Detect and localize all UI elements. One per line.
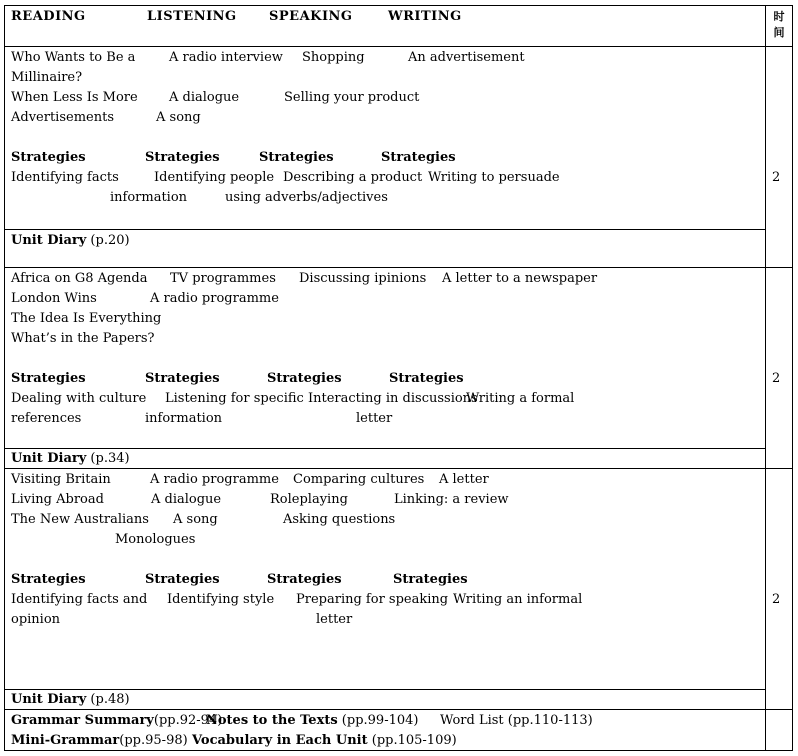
- unit1-reading-1b: Millinaire?: [11, 70, 83, 85]
- header-speaking: SPEAKING: [269, 9, 353, 24]
- grammar-summary-label: Grammar Summary: [11, 713, 154, 728]
- unit1-diary-label: Unit Diary: [11, 233, 87, 248]
- mini-grammar-label: Mini-Grammar: [11, 733, 120, 748]
- unit1-strategy-speaking-2: using adverbs/adjectives: [225, 190, 388, 205]
- unit3-strategy-listening-1: Identifying style: [167, 592, 275, 607]
- unit2-strategies-speaking: Strategies: [267, 371, 342, 386]
- unit2-strategy-reading-1: Dealing with culture: [11, 391, 147, 406]
- unit1-speaking-1: Shopping: [302, 50, 365, 65]
- unit3-strategy-speaking-1: Preparing for speaking: [296, 592, 449, 607]
- unit2-time: 2: [772, 371, 781, 386]
- unit2-strategy-listening-1: Listening for specific: [165, 391, 304, 406]
- unit2-listening-2: A radio programme: [150, 291, 279, 306]
- unit2-strategies-writing: Strategies: [389, 371, 464, 386]
- unit1-reading-2: When Less Is More: [11, 90, 138, 105]
- unit3-reading-2: Living Abroad: [11, 492, 104, 507]
- unit3-listening-3: A song: [173, 512, 218, 527]
- row-divider-unit1-diary: [4, 229, 765, 230]
- unit3-diary: [11, 690, 130, 710]
- unit1-writing-1: An advertisement: [408, 50, 525, 65]
- word-list: Word List (pp.110-113): [440, 713, 593, 728]
- unit2-strategy-listening-2: information: [145, 411, 223, 426]
- table-border-top: [4, 5, 793, 6]
- unit1-strategies-writing: Strategies: [381, 150, 456, 165]
- vocabulary-pages: (pp.105-109): [367, 733, 457, 748]
- unit1-reading-1: Who Wants to Be a: [11, 50, 136, 65]
- unit3-strategies-listening: Strategies: [145, 572, 220, 587]
- column-divider-time: [765, 5, 766, 751]
- unit2-diary-label: Unit Diary: [11, 451, 87, 466]
- vocabulary-in-unit: [192, 731, 457, 751]
- unit3-speaking-1: Comparing cultures: [293, 472, 425, 487]
- unit2-diary: [11, 449, 130, 469]
- unit1-strategy-speaking-1: Describing a product: [283, 170, 423, 185]
- unit3-reading-3: The New Australians: [11, 512, 149, 527]
- unit3-listening-1: A radio programme: [150, 472, 279, 487]
- unit1-strategies-reading: Strategies: [11, 150, 86, 165]
- unit2-writing-1: A letter to a newspaper: [442, 271, 598, 286]
- unit1-strategy-listening-1: Identifying people: [154, 170, 275, 185]
- unit1-listening-3: A song: [156, 110, 201, 125]
- unit3-writing-1: A letter: [439, 472, 489, 487]
- header-time-char2: 间: [773, 26, 785, 39]
- row-divider-unit1: [4, 267, 793, 268]
- unit1-diary: [11, 231, 130, 251]
- unit3-diary-label: Unit Diary: [11, 692, 87, 707]
- unit2-diary-page: (p.34): [86, 451, 130, 466]
- unit2-strategies-listening: Strategies: [145, 371, 220, 386]
- unit2-listening-1: TV programmes: [170, 271, 276, 286]
- unit3-strategies-reading: Strategies: [11, 572, 86, 587]
- unit3-listening-2: A dialogue: [151, 492, 222, 507]
- unit2-strategy-writing-2: letter: [356, 411, 393, 426]
- unit1-listening-1: A radio interview: [169, 50, 283, 65]
- unit1-strategies-listening: Strategies: [145, 150, 220, 165]
- unit3-strategy-reading-2: opinion: [11, 612, 61, 627]
- unit2-speaking-1: Discussing ipinions: [299, 271, 427, 286]
- unit2-reading-1: Africa on G8 Agenda: [11, 271, 148, 286]
- unit1-diary-page: (p.20): [86, 233, 130, 248]
- unit1-speaking-2: Selling your product: [284, 90, 420, 105]
- unit2-reading-4: What’s in the Papers?: [11, 331, 155, 346]
- unit1-reading-3: Advertisements: [11, 110, 114, 125]
- unit2-reading-2: London Wins: [11, 291, 97, 306]
- unit3-strategy-reading-1: Identifying facts and: [11, 592, 148, 607]
- row-divider-header: [4, 46, 793, 47]
- unit3-listening-4: Monologues: [115, 532, 196, 547]
- unit3-diary-page: (p.48): [86, 692, 130, 707]
- mini-grammar-pages: (pp.95-98): [119, 733, 188, 748]
- unit3-strategy-writing-1: Writing an informal: [453, 592, 583, 607]
- unit3-speaking-3: Asking questions: [283, 512, 396, 527]
- header-writing: WRITING: [388, 9, 462, 24]
- unit3-reading-1: Visiting Britain: [11, 472, 111, 487]
- unit2-reading-3: The Idea Is Everything: [11, 311, 162, 326]
- unit1-time: 2: [772, 170, 781, 185]
- grammar-summary-pages: (pp.92-94): [153, 713, 223, 728]
- unit1-strategy-writing-1: Writing to persuade: [428, 170, 560, 185]
- unit1-strategies-speaking: Strategies: [259, 150, 334, 165]
- unit3-strategies-writing: Strategies: [393, 572, 468, 587]
- grammar-summary: [11, 711, 222, 731]
- unit1-strategy-reading-1: Identifying facts: [11, 170, 119, 185]
- unit2-strategy-speaking-1: Interacting in discussions: [308, 391, 478, 406]
- header-time-char1: 时: [773, 10, 785, 23]
- notes-to-texts-pages: (pp.99-104): [337, 713, 419, 728]
- unit1-strategy-listening-2: information: [110, 190, 188, 205]
- unit3-time: 2: [772, 592, 781, 607]
- unit2-strategy-reading-2: references: [11, 411, 82, 426]
- unit2-strategy-writing-1: Writing a formal: [466, 391, 575, 406]
- unit3-strategies-speaking: Strategies: [267, 572, 342, 587]
- header-reading: READING: [11, 9, 86, 24]
- table-border-right: [792, 5, 793, 751]
- notes-to-texts-label: Notes to the Texts: [206, 713, 338, 728]
- unit1-listening-2: A dialogue: [169, 90, 240, 105]
- unit3-writing-2: Linking: a review: [394, 492, 509, 507]
- header-listening: LISTENING: [147, 9, 237, 24]
- vocabulary-label: Vocabulary in Each Unit: [192, 733, 368, 748]
- unit3-speaking-2: Roleplaying: [270, 492, 348, 507]
- unit3-strategy-writing-2: letter: [316, 612, 353, 627]
- notes-to-texts: [206, 711, 418, 731]
- table-border-left: [4, 5, 5, 751]
- unit2-strategies-reading: Strategies: [11, 371, 86, 386]
- mini-grammar: [11, 731, 188, 751]
